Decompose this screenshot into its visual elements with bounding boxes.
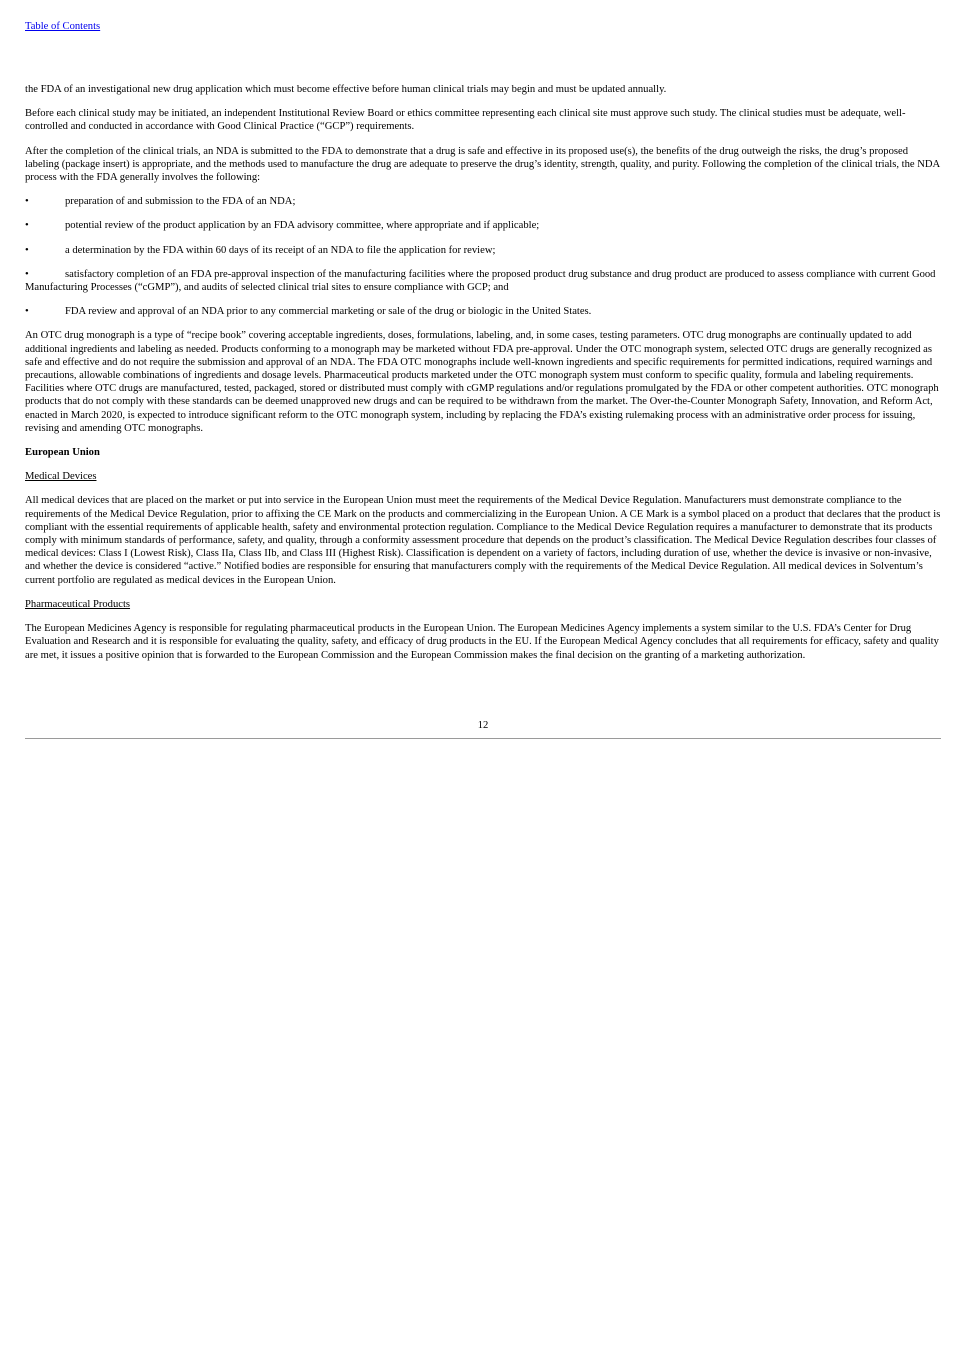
page-number: 12 <box>477 720 489 731</box>
list-item <box>25 219 941 232</box>
list-item-text: preparation of and submission to the FDA of an NDA; <box>65 196 296 208</box>
bullet-icon: • <box>25 220 29 232</box>
paragraph-medical-devices: All medical devices that are placed on the market or put into service in the European Union must meet the requirements of the Medical Device Regulation. Manufacturers must demonstrate compliance to the requirements of the Medical Device Regulation, prior to affixing the CE Mark on the products and commercializing in the European Union. A CE Mark is a symbol placed on a product that declares that the product is compliant with the essential requirements of applicable health, safety and environmental protection regulation. Compliance to the Medical Device Regulation requires a manufacturer to demonstrate that its products comply with minimum standards of performance, safety, and quality, through a conformity assessment procedure that depends on the product’s classification. The Medical Device Regulation describes four classes of medical devices: Class I (Lowest Risk), Class IIa, Class IIb, and Class III (Highest Risk). Classification is dependent on a variety of factors, including duration of use, whether the device is invasive or non-invasive, and whether the device is considered “active.” Notified bodies are responsible for ensuring that manufacturers comply with the requirements of the Medical Device Regulation. All medical devices in Solventum’s current portfolio are regulated as medical devices in the European Union. <box>25 495 941 586</box>
section-heading-european-union: European Union <box>25 447 100 459</box>
paragraph-pharmaceutical-products: The European Medicines Agency is responsible for regulating pharmaceutical products in the European Union. The European Medicines Agency implements a system similar to the U.S. FDA’s Center for Drug Evaluation and Research and it is responsible for evaluating the quality, safety, and efficacy of drug products in the EU. If the European Medical Agency concludes that all requirements for efficacy, safety and quality are met, it issues a positive opinion that is forwarded to the European Commission and the European Commission makes the final decision on the granting of a marketing authorization. <box>25 623 939 661</box>
bullet-icon: • <box>25 268 29 280</box>
table-of-contents-link[interactable]: Table of Contents <box>25 21 101 32</box>
paragraph-nda-process: After the completion of the clinical trials, an NDA is submitted to the FDA to demonstrate that a drug is safe and effective in its proposed use(s), the benefits of the drug outweigh the risks, the drug’s proposed labeling (package insert) is appropriate, and the methods used to manufacture the drug are adequate to preserve the drug’s identity, strength, quality, and purity. Following the completion of the clinical trials, the NDA process with the FDA generally involves the following: <box>25 145 940 184</box>
list-item <box>25 195 941 208</box>
list-item <box>25 268 941 294</box>
footer-divider <box>25 738 941 739</box>
document-body <box>25 83 941 673</box>
bullet-icon: • <box>25 196 29 208</box>
bullet-icon: • <box>25 244 29 256</box>
paragraph-otc-monograph: An OTC drug monograph is a type of “recipe book” covering acceptable ingredients, doses, formulations, labeling, and, in some cases, testing parameters. OTC drug monographs are continually updated to add additional ingredients and labeling as needed. Products conforming to a monograph may be marketed without FDA pre-approval. Under the OTC monograph system, selected OTC drugs are generally recognized as safe and effective and do not require the submission and approval of an NDA. The FDA OTC monographs include well-known ingredients and specific requirements for permitted indications, required warnings and precautions, allowable combinations of ingredients and dosage levels. Pharmaceutical products marketed under the OTC monograph system must conform to specific quality, formula and labeling requirements. Facilities where OTC drugs are manufactured, tested, packaged, stored or distributed must comply with cGMP regulations and/or regulations promulgated by the FDA or other competent authorities. OTC monograph products that do not comply with these standards can be deemed unapproved new drugs and can be required to be withdrawn from the market. The Over-the-Counter Monograph Safety, Innovation, and Reform Act, enacted in March 2020, is expected to introduce significant reform to the OTC monograph system, including by replacing the FDA’s existing rulemaking process with an administrative order process for issuing, revising and amending OTC monographs. <box>25 330 939 434</box>
list-item-text: a determination by the FDA within 60 days of its receipt of an NDA to file the application for review; <box>65 244 496 256</box>
subheading-pharmaceutical-products: Pharmaceutical Products <box>25 598 131 610</box>
bullet-icon: • <box>25 306 29 318</box>
list-item-text: FDA review and approval of an NDA prior to any commercial marketing or sale of the drug or biologic in the United States. <box>65 306 592 318</box>
list-item-text: satisfactory completion of an FDA pre-approval inspection of the manufacturing facilities where the proposed product drug substance and drug product are produced to assess compliance with current Good Manufacturing Processes (“cGMP”), and audits of selected clinical trial sites to ensure compliance with GCP; and <box>25 268 936 294</box>
subheading-medical-devices: Medical Devices <box>25 471 97 483</box>
list-item <box>25 305 941 318</box>
list-item-text: potential review of the product application by an FDA advisory committee, where appropriate and if applicable; <box>65 220 540 232</box>
list-item <box>25 244 941 257</box>
paragraph-irb-approval: Before each clinical study may be initiated, an independent Institutional Review Board or ethics committee representing each clinical site must approve such study. The clinical studies must be adequate, well-controlled and conducted in accordance with Good Clinical Practice (“GCP”) requirements. <box>25 108 906 133</box>
paragraph-ind-application: the FDA of an investigational new drug application which must become effective before human clinical trials may begin and must be updated annually. <box>25 84 667 95</box>
